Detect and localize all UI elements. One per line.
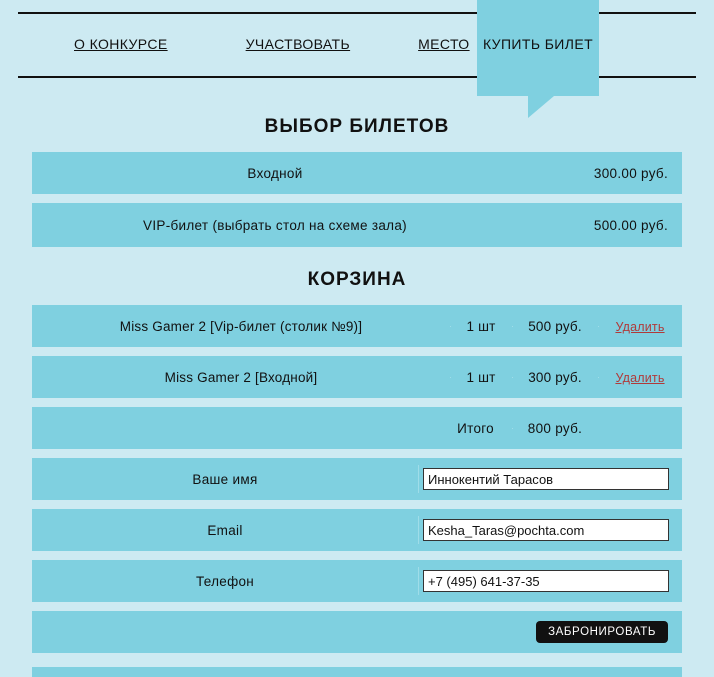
footer-strip [32, 667, 682, 677]
ticket-row[interactable] [32, 152, 682, 194]
cart-item-price: 300 руб. [512, 370, 598, 385]
ticket-row[interactable] [32, 203, 682, 247]
cart-item-name: Miss Gamer 2 [Vip-билет (столик №9)] [119, 318, 363, 334]
name-field-wrap [418, 458, 682, 500]
cart-item-price: 500 руб. [512, 319, 598, 334]
name-input[interactable] [423, 468, 669, 490]
cart-row [32, 305, 682, 347]
ticket-name: Входной [247, 165, 303, 181]
cart-row [32, 356, 682, 398]
cart-item-quantity: 1 шт [450, 370, 512, 385]
name-field-label: Ваше имя [192, 471, 258, 487]
delete-item-link[interactable]: Удалить [615, 319, 665, 334]
ticket-price: 500.00 руб. [593, 217, 668, 233]
cart-item-quantity: 1 шт [450, 319, 512, 334]
nav-item-place[interactable]: МЕСТО [418, 36, 470, 52]
delete-item-link[interactable]: Удалить [615, 370, 665, 385]
form-row-phone [32, 560, 682, 602]
cart-item-delete-cell [598, 319, 682, 334]
email-field-wrap [418, 509, 682, 551]
cart-item-name: Miss Gamer 2 [Входной] [164, 369, 318, 385]
email-field-label: Email [207, 522, 243, 538]
nav-item-about[interactable]: О КОНКУРСЕ [74, 36, 168, 52]
cart-item-delete-cell [598, 370, 682, 385]
tickets-section-title: ВЫБОР БИЛЕТОВ [264, 116, 450, 137]
phone-field-label: Телефон [195, 573, 255, 589]
form-row-name [32, 458, 682, 500]
ticket-name: VIP-билет (выбрать стол на схеме зала) [143, 217, 407, 233]
top-navigation [0, 0, 714, 108]
nav-item-participate[interactable]: УЧАСТВОВАТЬ [245, 36, 351, 52]
nav-active-pointer [528, 96, 554, 118]
form-row-email [32, 509, 682, 551]
ticket-price: 300.00 руб. [593, 165, 668, 181]
cart-total-row [32, 407, 682, 449]
nav-item-buy-ticket-label[interactable]: КУПИТЬ БИЛЕТ [482, 36, 594, 52]
cart-total-label: Итого [457, 420, 494, 436]
phone-input[interactable] [423, 570, 669, 592]
reserve-button[interactable]: ЗАБРОНИРОВАТЬ [536, 621, 668, 643]
submit-row [32, 611, 682, 653]
email-input[interactable] [423, 519, 669, 541]
cart-section-title: КОРЗИНА [307, 269, 407, 290]
phone-field-wrap [418, 560, 682, 602]
nav-item-buy-ticket[interactable] [477, 0, 599, 108]
cart-total-value: 800 руб. [512, 421, 598, 436]
